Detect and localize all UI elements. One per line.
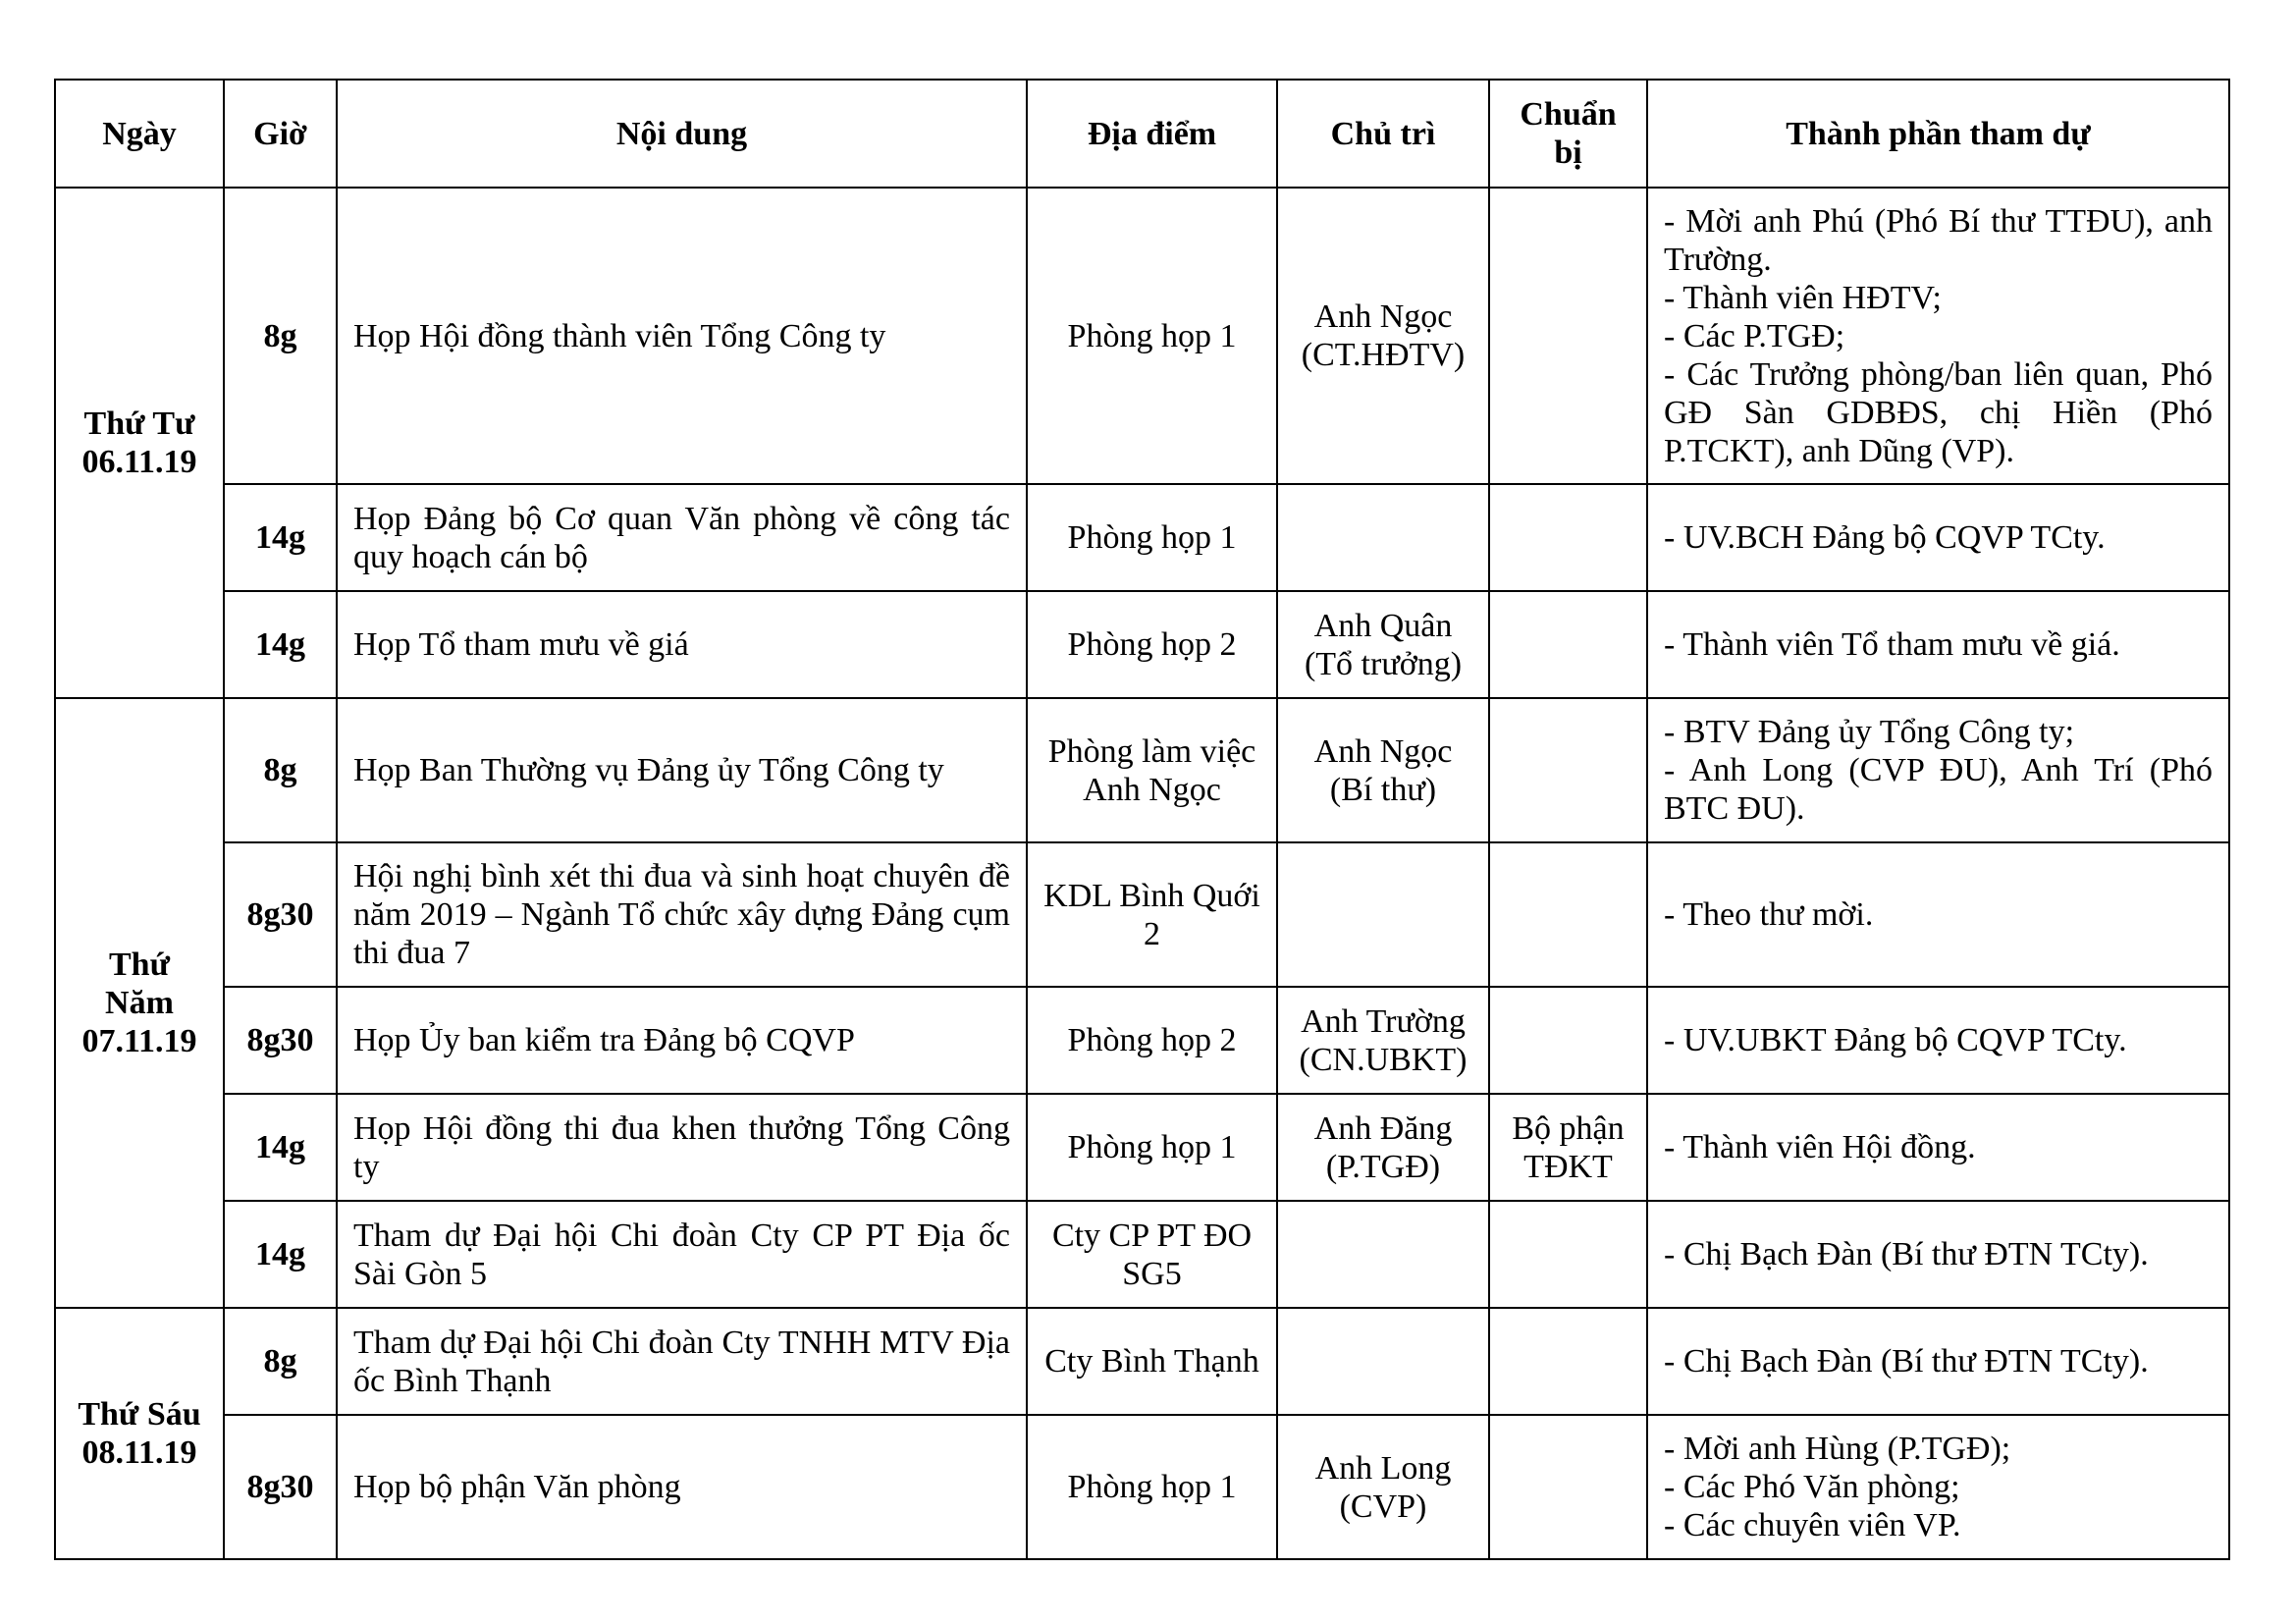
content-cell: Họp Ban Thường vụ Đảng ủy Tổng Công ty	[337, 698, 1027, 842]
content-cell: Tham dự Đại hội Chi đoàn Cty CP PT Địa ốc Sài Gòn 5	[337, 1201, 1027, 1308]
attendees-cell	[1647, 1308, 2229, 1415]
content-cell: Họp Hội đồng thi đua khen thưởng Tổng Công ty	[337, 1094, 1027, 1201]
table-row	[55, 484, 2229, 591]
attendee-line: - Mời anh Phú (Phó Bí thư TTĐU), anh Trường.	[1664, 202, 2213, 278]
table-row	[55, 987, 2229, 1094]
attendees-cell	[1647, 698, 2229, 842]
table-row	[55, 698, 2229, 842]
attendee-line: - Chị Bạch Đàn (Bí thư ĐTN TCty).	[1664, 1236, 2149, 1272]
chair-cell	[1277, 484, 1489, 591]
attendee-line: - Mời anh Hùng (P.TGĐ);	[1664, 1431, 2011, 1467]
weekday-label: Thứ Tư	[83, 406, 195, 442]
location-cell: Phòng làm việc Anh Ngọc	[1027, 698, 1277, 842]
table-row	[55, 591, 2229, 698]
chair-line: Anh Long	[1314, 1449, 1452, 1487]
location-cell: KDL Bình Quới 2	[1027, 842, 1277, 987]
chair-line: Anh Quân	[1313, 607, 1453, 644]
table-row	[55, 188, 2229, 484]
day-cell	[55, 698, 224, 1308]
table-row	[55, 842, 2229, 987]
attendees-cell	[1647, 591, 2229, 698]
prep-cell	[1489, 987, 1647, 1094]
prep-cell	[1489, 188, 1647, 484]
content-cell: Tham dự Đại hội Chi đoàn Cty TNHH MTV Địa ốc Bình Thạnh	[337, 1308, 1027, 1415]
attendee-line: - UV.BCH Đảng bộ CQVP TCty.	[1664, 519, 2106, 556]
attendee-line: - Thành viên Hội đồng.	[1664, 1129, 1976, 1165]
prep-cell	[1489, 1201, 1647, 1308]
attendee-line: - Thành viên HĐTV;	[1664, 279, 1942, 316]
chair-line: (CVP)	[1339, 1488, 1427, 1525]
attendee-line: - Các P.TGĐ;	[1664, 317, 1845, 354]
content-cell: Họp bộ phận Văn phòng	[337, 1415, 1027, 1559]
prep-cell	[1489, 484, 1647, 591]
date-label: 07.11.19	[81, 1023, 197, 1059]
day-cell	[55, 188, 224, 698]
attendee-line: - Anh Long (CVP ĐU), Anh Trí (Phó BTC ĐU).	[1664, 752, 2213, 827]
content-cell: Họp Tổ tham mưu về giá	[337, 591, 1027, 698]
attendee-line: - BTV Đảng ủy Tổng Công ty;	[1664, 714, 2075, 750]
chair-line: Anh Ngọc	[1313, 732, 1453, 770]
time-cell: 8g30	[224, 987, 337, 1094]
location-cell: Cty CP PT ĐO SG5	[1027, 1201, 1277, 1308]
chair-line: (P.TGĐ)	[1325, 1148, 1441, 1185]
attendee-line: - Các Trưởng phòng/ban liên quan, Phó GĐ Sàn GDBĐS, chị Hiền (Phó P.TCKT), anh Dũng (VP).	[1664, 355, 2213, 469]
table-row	[55, 1201, 2229, 1308]
chair-line: Anh Trường	[1301, 1002, 1466, 1040]
chair-line: Anh Ngọc	[1313, 298, 1453, 335]
time-cell: 8g30	[224, 842, 337, 987]
attendee-line: - Thành viên Tổ tham mưu về giá.	[1664, 626, 2120, 663]
location-cell: Phòng họp 2	[1027, 591, 1277, 698]
prep-cell	[1489, 1415, 1647, 1559]
header-row	[55, 80, 2229, 188]
header-content: Nội dung	[337, 80, 1027, 188]
content-cell: Họp Đảng bộ Cơ quan Văn phòng về công tác quy hoạch cán bộ	[337, 484, 1027, 591]
time-cell: 14g	[224, 1094, 337, 1201]
time-cell: 8g	[224, 188, 337, 484]
header-location: Địa điểm	[1027, 80, 1277, 188]
prep-cell	[1489, 698, 1647, 842]
time-cell: 8g30	[224, 1415, 337, 1559]
prep-cell	[1489, 1094, 1647, 1201]
chair-cell	[1277, 1201, 1489, 1308]
table-row	[55, 1415, 2229, 1559]
header-time: Giờ	[224, 80, 337, 188]
prep-line: Bộ phận	[1512, 1109, 1625, 1147]
content-cell: Họp Ủy ban kiểm tra Đảng bộ CQVP	[337, 987, 1027, 1094]
attendee-line: - Các Phó Văn phòng;	[1664, 1469, 1960, 1505]
prep-cell	[1489, 591, 1647, 698]
attendee-line: - Các chuyên viên VP.	[1664, 1507, 1961, 1543]
header-chair: Chủ trì	[1277, 80, 1489, 188]
location-cell: Phòng họp 1	[1027, 1415, 1277, 1559]
location-cell: Phòng họp 2	[1027, 987, 1277, 1094]
chair-line: Anh Đăng	[1313, 1109, 1453, 1147]
weekday-label: Thứ Năm	[105, 947, 174, 1021]
chair-cell	[1277, 591, 1489, 698]
time-cell: 8g	[224, 698, 337, 842]
location-cell: Phòng họp 1	[1027, 1094, 1277, 1201]
chair-cell	[1277, 987, 1489, 1094]
time-cell: 8g	[224, 1308, 337, 1415]
prep-cell	[1489, 842, 1647, 987]
attendees-cell	[1647, 987, 2229, 1094]
time-cell: 14g	[224, 484, 337, 591]
attendees-cell	[1647, 1415, 2229, 1559]
attendee-line: - Theo thư mời.	[1664, 896, 1874, 933]
location-cell: Phòng họp 1	[1027, 188, 1277, 484]
chair-line: (Tổ trưởng)	[1304, 645, 1463, 682]
schedule-body	[55, 188, 2229, 1559]
location-cell: Cty Bình Thạnh	[1027, 1308, 1277, 1415]
chair-cell	[1277, 1415, 1489, 1559]
chair-cell	[1277, 188, 1489, 484]
date-label: 06.11.19	[81, 444, 197, 480]
chair-cell	[1277, 1308, 1489, 1415]
chair-cell	[1277, 1094, 1489, 1201]
header-prep: Chuẩn bị	[1489, 80, 1647, 188]
attendees-cell	[1647, 484, 2229, 591]
content-cell: Họp Hội đồng thành viên Tổng Công ty	[337, 188, 1027, 484]
time-cell: 14g	[224, 591, 337, 698]
prep-line: TĐKT	[1523, 1148, 1613, 1185]
attendees-cell	[1647, 1094, 2229, 1201]
schedule-table	[54, 79, 2230, 1560]
chair-line: (CN.UBKT)	[1299, 1041, 1468, 1078]
weekday-label: Thứ Sáu	[78, 1396, 201, 1433]
chair-line: (Bí thư)	[1329, 771, 1437, 808]
header-attendees: Thành phần tham dự	[1647, 80, 2229, 188]
attendee-line: - Chị Bạch Đàn (Bí thư ĐTN TCty).	[1664, 1343, 2149, 1380]
content-cell: Hội nghị bình xét thi đua và sinh hoạt chuyên đề năm 2019 – Ngành Tổ chức xây dựng Đảng cụm thi đua 7	[337, 842, 1027, 987]
location-cell: Phòng họp 1	[1027, 484, 1277, 591]
date-label: 08.11.19	[81, 1434, 197, 1471]
header-day: Ngày	[55, 80, 224, 188]
time-cell: 14g	[224, 1201, 337, 1308]
attendee-line: - UV.UBKT Đảng bộ CQVP TCty.	[1664, 1022, 2127, 1058]
chair-cell	[1277, 698, 1489, 842]
table-row	[55, 1308, 2229, 1415]
attendees-cell	[1647, 842, 2229, 987]
chair-line: (CT.HĐTV)	[1301, 337, 1466, 373]
attendees-cell	[1647, 188, 2229, 484]
prep-cell	[1489, 1308, 1647, 1415]
table-row	[55, 1094, 2229, 1201]
day-cell	[55, 1308, 224, 1559]
attendees-cell	[1647, 1201, 2229, 1308]
chair-cell	[1277, 842, 1489, 987]
